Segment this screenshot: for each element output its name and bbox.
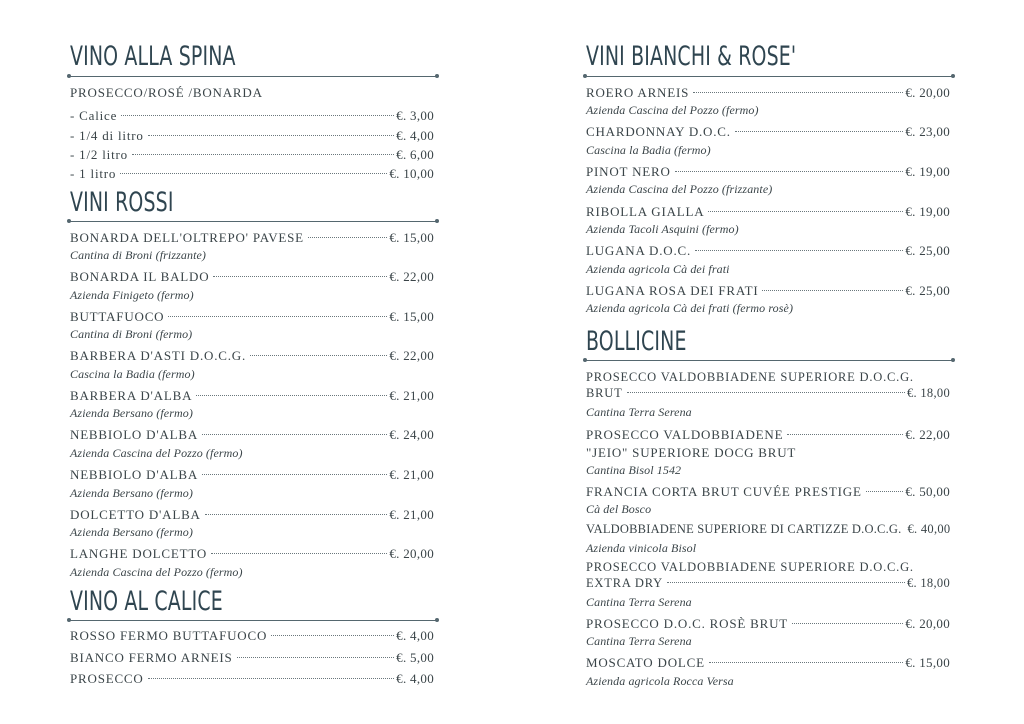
menu-item <box>586 616 950 634</box>
menu-item <box>70 467 434 485</box>
item-price: €. 21,00 <box>389 507 434 522</box>
leader-dots <box>787 434 903 435</box>
item-name: CHARDONNAY D.O.C. <box>586 124 731 139</box>
section-title-vini-rossi: VINI ROSSI <box>70 187 174 218</box>
item-price: €. 18,00 <box>906 576 950 590</box>
item-name: VALDOBBIADENE SUPERIORE DI CARTIZZE D.O.C.G. <box>586 522 902 536</box>
leader-dots <box>675 171 904 172</box>
item-name: BUTTAFUOCO <box>70 309 165 324</box>
leader-dots <box>792 623 903 624</box>
item-price: €. 19,00 <box>905 204 950 219</box>
item-producer: Azienda Cascina del Pozzo (fermo) <box>70 446 243 460</box>
item-producer: Cascina la Badia (fermo) <box>70 367 195 381</box>
item-producer: Cantina di Broni (fermo) <box>70 327 193 341</box>
section-divider <box>586 360 952 361</box>
menu-item <box>70 628 434 646</box>
section-title-vini-bianchi: VINI BIANCHI & ROSE' <box>586 41 797 72</box>
item-price: €. 20,00 <box>389 546 434 561</box>
menu-item <box>586 124 950 142</box>
section-title-bollicine: BOLLICINE <box>586 326 687 357</box>
item-price: €. 6,00 <box>396 147 434 162</box>
item-name: NEBBIOLO D'ALBA <box>70 427 199 442</box>
section-title-vino-alla-spina: VINO ALLA SPINA <box>70 41 236 72</box>
item-producer: Azienda Cascina del Pozzo (fermo) <box>586 103 759 117</box>
item-producer: Azienda Cascina del Pozzo (fermo) <box>70 565 243 579</box>
item-producer: Azienda agricola Cà dei frati (fermo rosè) <box>586 301 794 315</box>
item-producer: Azienda Cascina del Pozzo (frizzante) <box>586 182 773 196</box>
item-name: PROSECCO VALDOBBIADENE <box>586 427 784 442</box>
leader-dots <box>148 678 395 679</box>
item-price: €. 24,00 <box>389 427 434 442</box>
item-name: PROSECCO <box>70 671 144 686</box>
leader-dots <box>693 92 903 93</box>
item-name: ROSSO FERMO BUTTAFUOCO <box>70 628 268 643</box>
item-producer: Azienda vinicola Bisol <box>586 541 697 555</box>
item-price: €. 22,00 <box>905 427 950 442</box>
item-price: €. 5,00 <box>396 650 434 665</box>
item-producer: Azienda Bersano (fermo) <box>70 525 193 539</box>
leader-dots <box>202 474 387 475</box>
item-price: €. 50,00 <box>905 484 950 499</box>
item-producer: Cantina Terra Serena <box>586 405 692 419</box>
menu-item <box>586 427 950 445</box>
item-name: - Calice <box>70 108 118 123</box>
menu-item <box>70 108 434 126</box>
item-price: €. 21,00 <box>389 388 434 403</box>
item-name: DOLCETTO D'ALBA <box>70 507 201 522</box>
item-name: BIANCO FERMO ARNEIS <box>70 650 233 665</box>
item-name: RIBOLLA GIALLA <box>586 204 705 219</box>
item-price: €. 4,00 <box>396 128 434 143</box>
leader-dots <box>735 131 904 132</box>
item-producer: Cantina Bisol 1542 <box>586 463 682 477</box>
item-producer: Azienda agricola Cà dei frati <box>586 262 730 276</box>
leader-dots <box>667 582 905 583</box>
item-price: €. 25,00 <box>905 243 950 258</box>
item-name: LUGANA D.O.C. <box>586 243 692 258</box>
menu-item <box>586 576 950 594</box>
leader-dots <box>271 635 394 636</box>
item-producer: Azienda Finigeto (fermo) <box>70 288 194 302</box>
menu-item <box>70 166 434 184</box>
leader-dots <box>250 355 387 356</box>
item-name-line2: "JEIO" SUPERIORE DOCG BRUT <box>586 445 797 460</box>
item-producer: Azienda Tacoli Asquini (fermo) <box>586 222 739 236</box>
menu-item <box>70 427 434 445</box>
leader-dots <box>237 657 395 658</box>
item-price: €. 19,00 <box>905 164 950 179</box>
menu-item <box>70 147 434 165</box>
item-name: BARBERA D'ASTI D.O.C.G. <box>70 348 247 363</box>
item-price: €. 25,00 <box>905 283 950 298</box>
leader-dots <box>168 316 387 317</box>
item-price: €. 40,00 <box>907 522 951 536</box>
leader-dots <box>866 491 904 492</box>
leader-dots <box>762 290 903 291</box>
menu-item <box>586 243 950 261</box>
leader-dots <box>120 173 387 174</box>
menu-item <box>70 309 434 327</box>
item-price: €. 15,00 <box>905 655 950 670</box>
leader-dots <box>709 662 903 663</box>
section-title-vino-al-calice: VINO AL CALICE <box>70 586 223 617</box>
item-price: €. 20,00 <box>905 85 950 100</box>
item-producer: Cà del Bosco <box>586 502 652 516</box>
menu-item <box>586 386 950 404</box>
item-name-line1: PROSECCO VALDOBBIADENE SUPERIORE D.O.C.G. <box>586 560 914 574</box>
item-name: LUGANA ROSA DEI FRATI <box>586 283 759 298</box>
section-divider <box>70 76 436 77</box>
section-divider <box>70 620 436 621</box>
item-name: NEBBIOLO D'ALBA <box>70 467 199 482</box>
item-price: €. 3,00 <box>396 108 434 123</box>
menu-item <box>70 269 434 287</box>
item-name: BRUT <box>586 386 623 400</box>
spina-intro: PROSECCO/ROSÉ /BONARDA <box>70 85 263 100</box>
item-producer: Cantina Terra Serena <box>586 595 692 609</box>
item-producer: Azienda agricola Rocca Versa <box>586 674 734 688</box>
leader-dots <box>205 514 388 515</box>
leader-dots <box>148 135 394 136</box>
menu-item <box>70 671 434 689</box>
menu-item <box>586 522 950 540</box>
item-name: ROERO ARNEIS <box>586 85 690 100</box>
item-price: €. 21,00 <box>389 467 434 482</box>
menu-item <box>70 546 434 564</box>
item-name: - 1/4 di litro <box>70 128 144 143</box>
item-name: BONARDA DELL'OLTREPO' PAVESE <box>70 230 304 245</box>
item-name: PROSECCO D.O.C. ROSÈ BRUT <box>586 616 789 631</box>
leader-dots <box>695 250 903 251</box>
item-producer: Cantina Terra Serena <box>586 634 692 648</box>
menu-item <box>586 164 950 182</box>
item-name: EXTRA DRY <box>586 576 663 590</box>
item-producer: Cantina di Broni (frizzante) <box>70 248 207 262</box>
item-producer: Azienda Bersano (fermo) <box>70 486 193 500</box>
leader-dots <box>211 553 387 554</box>
item-price: €. 18,00 <box>906 386 950 400</box>
menu-item <box>70 128 434 146</box>
item-price: €. 23,00 <box>905 124 950 139</box>
item-price: €. 20,00 <box>905 616 950 631</box>
item-producer: Cascina la Badia (fermo) <box>586 143 711 157</box>
leader-dots <box>132 154 394 155</box>
menu-item <box>70 388 434 406</box>
menu-item <box>586 204 950 222</box>
item-name: PINOT NERO <box>586 164 671 179</box>
leader-dots <box>202 434 387 435</box>
menu-item <box>70 348 434 366</box>
item-price: €. 22,00 <box>389 348 434 363</box>
item-name-line1: PROSECCO VALDOBBIADENE SUPERIORE D.O.C.G. <box>586 370 914 384</box>
item-price: €. 22,00 <box>389 269 434 284</box>
menu-item <box>70 650 434 668</box>
item-price: €. 15,00 <box>389 230 434 245</box>
item-price: €. 4,00 <box>396 628 434 643</box>
item-price: €. 15,00 <box>389 309 434 324</box>
leader-dots <box>308 237 387 238</box>
item-name: FRANCIA CORTA BRUT CUVÉE PRESTIGE <box>586 484 862 499</box>
item-name: LANGHE DOLCETTO <box>70 546 208 561</box>
menu-item <box>586 655 950 673</box>
section-divider <box>70 221 436 222</box>
leader-dots <box>121 115 394 116</box>
item-price: €. 10,00 <box>389 166 434 181</box>
menu-item <box>70 230 434 248</box>
item-name: BONARDA IL BALDO <box>70 269 210 284</box>
item-name: - 1 litro <box>70 166 117 181</box>
leader-dots <box>708 211 903 212</box>
item-name: BARBERA D'ALBA <box>70 388 193 403</box>
leader-dots <box>196 395 387 396</box>
leader-dots <box>627 392 905 393</box>
menu-item <box>586 283 950 301</box>
menu-item <box>586 85 950 103</box>
item-price: €. 4,00 <box>396 671 434 686</box>
item-name: MOSCATO DOLCE <box>586 655 705 670</box>
section-divider <box>586 76 952 77</box>
menu-item <box>586 484 950 502</box>
item-name: - 1/2 litro <box>70 147 128 162</box>
menu-item <box>70 507 434 525</box>
item-producer: Azienda Bersano (fermo) <box>70 406 193 420</box>
leader-dots <box>213 276 387 277</box>
